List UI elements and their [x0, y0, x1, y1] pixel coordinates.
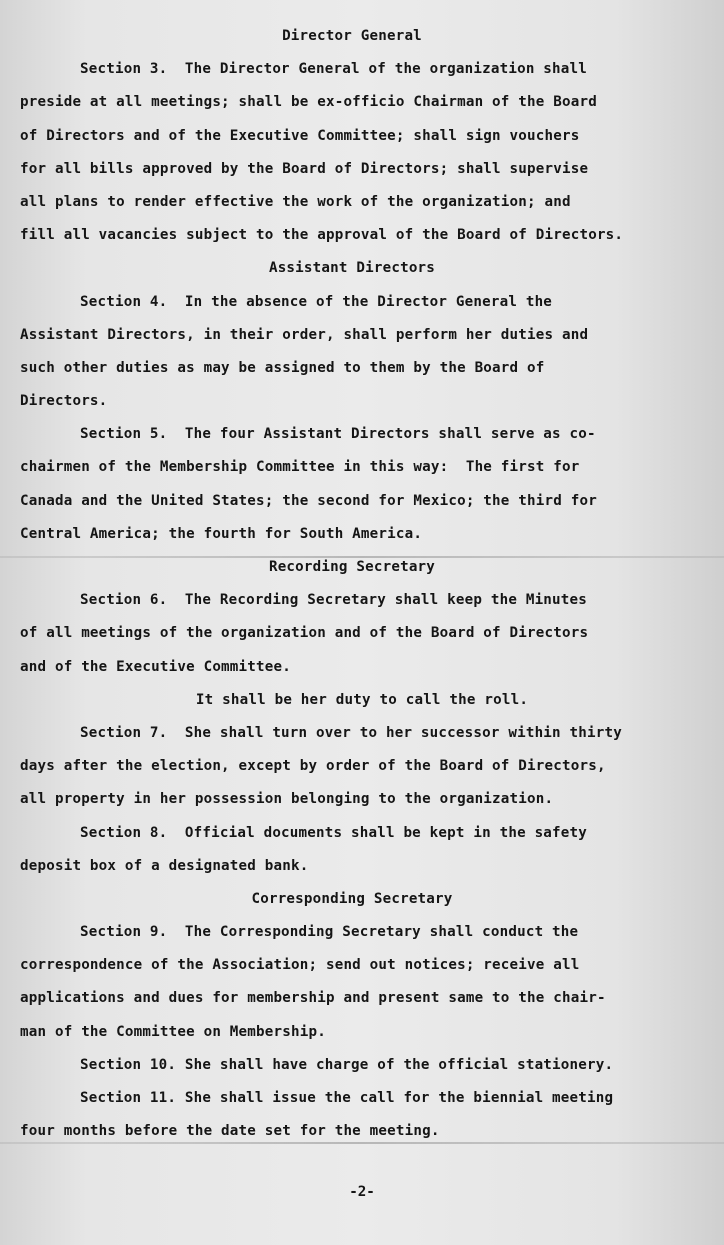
text-line: for all bills approved by the Board of Directors; shall supervise	[20, 160, 589, 177]
text-line: all plans to render effective the work of the organization; and	[20, 193, 571, 210]
section-7-line: Section 7. She shall turn over to her successor within thirty	[80, 724, 622, 741]
section-8-line: Section 8. Official documents shall be kept in the safety	[80, 824, 588, 841]
text-line: of all meetings of the organization and of the Board of Directors	[20, 625, 589, 642]
page-number: -2-	[349, 1184, 375, 1200]
text-line: all property in her possession belonging to the organization.	[20, 791, 554, 808]
text-line: such other duties as may be assigned to them by the Board of	[20, 359, 545, 376]
section-9-line: Section 9. The Corresponding Secretary shall conduct the	[80, 924, 579, 941]
heading-corresponding-secretary: Corresponding Secretary	[251, 890, 453, 907]
text-line: chairmen of the Membership Committee in this way: The first for	[20, 459, 580, 476]
section-3-line: Section 3. The Director General of the organization shall	[80, 61, 588, 78]
text-line: Central America; the fourth for South America.	[20, 525, 423, 542]
text-line: applications and dues for membership and present same to the chair-	[20, 990, 606, 1007]
section-10-line: Section 10. She shall have charge of the official stationery.	[80, 1056, 614, 1073]
text-line: days after the election, except by order of the Board of Directors,	[20, 758, 606, 775]
text-line: Directors.	[20, 393, 108, 410]
section-6-line: Section 6. The Recording Secretary shall keep the Minutes	[80, 592, 588, 609]
text-line: four months before the date set for the meeting.	[20, 1123, 440, 1140]
section-5-line: Section 5. The four Assistant Directors shall serve as co-	[80, 426, 596, 443]
text-line: and of the Executive Committee.	[20, 658, 291, 675]
text-line: man of the Committee on Membership.	[20, 1023, 326, 1040]
text-line: fill all vacancies subject to the approval of the Board of Directors.	[20, 227, 624, 244]
heading-director-general: Director General	[282, 28, 422, 44]
text-line: correspondence of the Association; send out notices; receive all	[20, 957, 580, 974]
text-line: preside at all meetings; shall be ex-officio Chairman of the Board	[20, 94, 597, 111]
section-11-line: Section 11. She shall issue the call for the biennial meeting	[80, 1090, 614, 1106]
text-line: of Directors and of the Executive Committee; shall sign vouchers	[20, 127, 580, 144]
roll-call-line: It shall be her duty to call the roll.	[195, 691, 529, 708]
document-body	[0, 20, 724, 1148]
text-line: Assistant Directors, in their order, shall perform her duties and	[20, 326, 589, 343]
text-line: Canada and the United States; the second for Mexico; the third for	[20, 492, 597, 509]
section-4-line: Section 4. In the absence of the Director General the	[80, 293, 553, 310]
heading-assistant-directors: Assistant Directors	[268, 260, 436, 277]
text-line: deposit box of a designated bank.	[20, 857, 309, 874]
heading-recording-secretary: Recording Secretary	[268, 559, 436, 575]
